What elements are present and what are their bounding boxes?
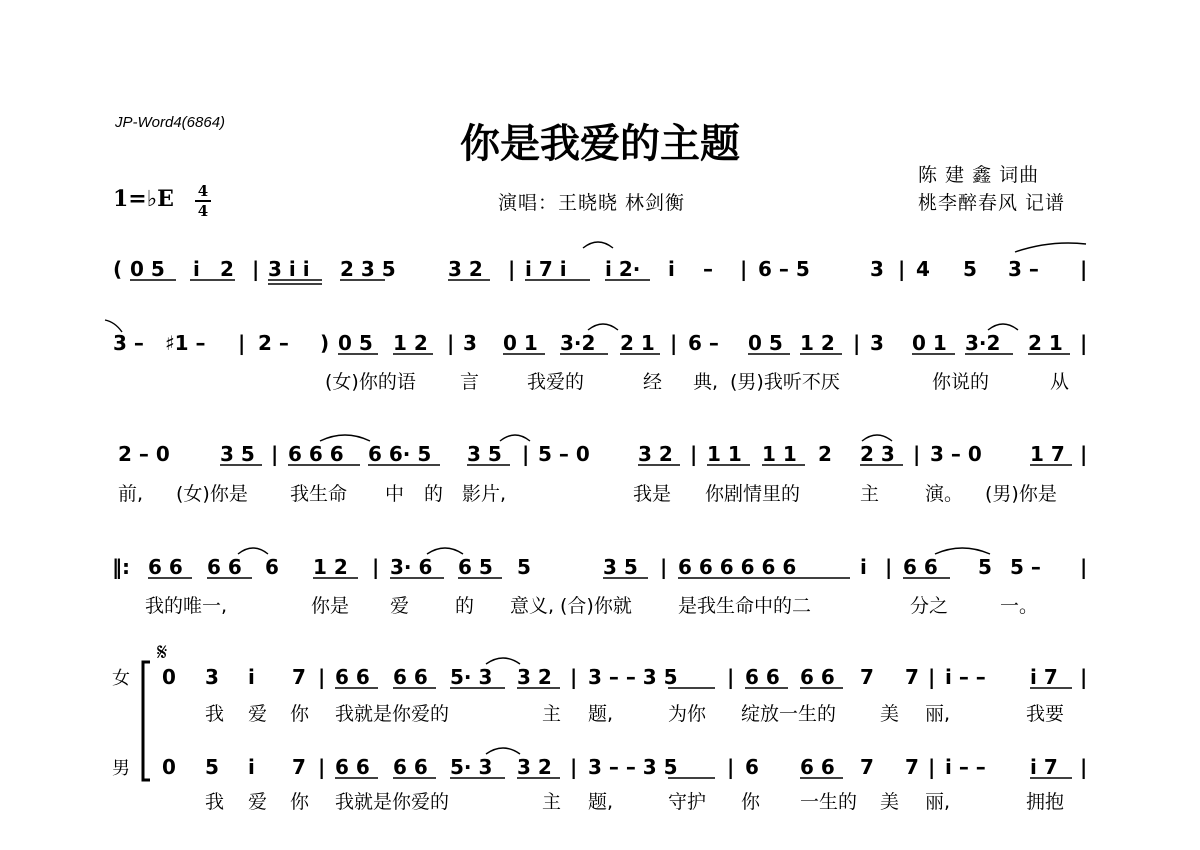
note-group: i	[860, 555, 867, 579]
lyric: 你剧情里的	[705, 483, 801, 505]
note-group: 3· 6	[390, 555, 433, 579]
note-group: 3 5	[603, 555, 638, 579]
lyric: 我就是你爱的	[335, 791, 450, 813]
note-group: 6 6	[393, 755, 428, 779]
row-1-notes	[113, 257, 1087, 281]
note-group: i – –	[945, 755, 986, 779]
note-group: i 7	[1030, 755, 1058, 779]
barline: |	[727, 755, 735, 779]
lyric: 为你	[668, 703, 707, 725]
row-3-lyrics	[118, 483, 1057, 505]
barline: |	[898, 257, 906, 281]
lyric: 题,	[588, 791, 614, 813]
note-group: 3 2	[638, 442, 673, 466]
note-group: 2 1	[620, 331, 655, 355]
row-2-notes	[113, 331, 1087, 355]
note-group: 6 6	[745, 665, 780, 689]
note-group: 6 –	[688, 331, 719, 355]
lyric: 我要	[1026, 703, 1065, 725]
lyric: 影片,	[462, 483, 507, 505]
barline: |	[1080, 755, 1088, 779]
lyric: 美	[880, 703, 900, 725]
row-6-notes	[162, 755, 1087, 779]
note-group: 0 1	[503, 331, 538, 355]
note-group: 5	[978, 555, 992, 579]
note-group: i	[668, 257, 675, 281]
barline: |	[1080, 665, 1088, 689]
row-6-lyrics	[205, 791, 1064, 813]
note-group: 3 5	[220, 442, 255, 466]
lyric: 守护	[668, 791, 707, 813]
barline: |	[1080, 442, 1088, 466]
note-group: 6 6 6	[288, 442, 344, 466]
note-group: 0	[162, 665, 176, 689]
note-group: 3 –	[1008, 257, 1039, 281]
note-group: ♯1 –	[165, 331, 206, 355]
note-group: 5· 3	[450, 755, 493, 779]
note-group: 1 2	[393, 331, 428, 355]
note-group: 6 6	[148, 555, 183, 579]
note-group: 1 1	[762, 442, 797, 466]
note-group: 2 1	[1028, 331, 1063, 355]
note-group: 3 2	[517, 755, 552, 779]
note-group: 5	[517, 555, 531, 579]
lyric: 你	[290, 703, 310, 725]
note-group: 6 6 6 6 6 6	[678, 555, 797, 579]
lyric: 题,	[588, 703, 614, 725]
barline: |	[1080, 331, 1088, 355]
note-group: 1 2	[313, 555, 348, 579]
lyric: (男)你是	[985, 483, 1057, 505]
note-group: 6 6	[903, 555, 938, 579]
lyric: 主	[542, 703, 562, 725]
lyric: 爱	[248, 791, 268, 813]
lyric: 美	[880, 791, 900, 813]
note-group: 3·2	[965, 331, 1001, 355]
lyric: 意义,	[510, 595, 555, 617]
note-group: i 7	[1030, 665, 1058, 689]
barline: |	[318, 755, 326, 779]
note-group: 5· 3	[450, 665, 493, 689]
row-2-lyrics	[325, 371, 1069, 393]
barline: |	[1080, 555, 1088, 579]
note-group: 1 1	[707, 442, 742, 466]
singers-credit: 演唱：王晓晓 林剑衡	[498, 192, 686, 214]
lyricist-composer-credit: 陈 建 鑫 词曲	[918, 164, 1040, 186]
barline: |	[913, 442, 921, 466]
lyric: 我是	[633, 483, 672, 505]
lyric: 一生的	[800, 791, 858, 813]
note-group: 6 6	[800, 755, 835, 779]
lyric: 你	[290, 791, 310, 813]
barline: |	[885, 555, 893, 579]
note-group: 7	[292, 665, 306, 689]
note-group: 3 – 0	[930, 442, 982, 466]
editor-credit: JP-Word4(6864)	[115, 114, 226, 131]
lyric: 我	[205, 791, 225, 813]
note-group: 2 – 0	[118, 442, 170, 466]
barline: |	[372, 555, 380, 579]
note-group: 6	[265, 555, 279, 579]
note-group: 0 5	[130, 257, 165, 281]
barline: |	[570, 665, 578, 689]
note-group: 0 1	[912, 331, 947, 355]
lyric: 我的唯一,	[145, 595, 228, 617]
barline: |	[522, 442, 530, 466]
barline: |	[271, 442, 279, 466]
note-group: 0 5	[748, 331, 783, 355]
row-5-lyrics	[205, 703, 1064, 725]
note-group: (	[113, 257, 123, 281]
barline: |	[447, 331, 455, 355]
note-group: 6 6	[800, 665, 835, 689]
repeat-sign: ‖:	[112, 555, 130, 579]
lyric: 分之	[910, 595, 949, 617]
lyric: 经	[643, 371, 663, 393]
lyric: 言	[460, 371, 480, 393]
note-group: 3	[205, 665, 219, 689]
note-group: 6	[745, 755, 759, 779]
female-part-label: 女	[112, 668, 130, 689]
note-group: 6 6	[335, 665, 370, 689]
note-group: 7	[905, 755, 919, 779]
note-group: 3 –	[113, 331, 144, 355]
note-group: –	[703, 257, 713, 281]
barline: |	[318, 665, 326, 689]
note-group: 6 6	[393, 665, 428, 689]
note-group: 1 7	[1030, 442, 1065, 466]
note-group: 2 3	[860, 442, 895, 466]
song-title: 你是我爱的主题	[460, 120, 740, 167]
row-5-notes	[162, 665, 1087, 689]
lyric: 爱	[390, 595, 410, 617]
part-bracket	[143, 662, 150, 780]
barline: |	[727, 665, 735, 689]
lyric: 我	[205, 703, 225, 725]
lyric: 你	[741, 791, 761, 813]
note-group: i 2·	[605, 257, 641, 281]
lyric: 主	[542, 791, 562, 813]
lyric: 是我生命中的二	[678, 595, 812, 617]
lyric: 丽,	[925, 791, 951, 813]
note-group: 0 5	[338, 331, 373, 355]
note-group: 7	[905, 665, 919, 689]
note-group: 5 –	[1010, 555, 1041, 579]
row-4-notes	[112, 555, 1087, 579]
note-group: 6 6· 5	[368, 442, 432, 466]
note-group: 4	[916, 257, 930, 281]
lyric: 典,	[693, 371, 719, 393]
segno-sign: 𝄋	[157, 638, 168, 666]
note-group: 5 – 0	[538, 442, 590, 466]
note-group: 2	[818, 442, 832, 466]
lyric: 绽放一生的	[741, 703, 837, 725]
note-group: 5	[205, 755, 219, 779]
lyric: 中	[385, 483, 405, 505]
time-signature-bottom: 4	[197, 202, 209, 220]
note-group: 2 –	[258, 331, 289, 355]
lyric: 你说的	[932, 371, 990, 393]
note-group: i – –	[945, 665, 986, 689]
lyric: 我生命	[290, 483, 348, 505]
lyric: (男)我听不厌	[730, 371, 840, 393]
barline: |	[853, 331, 861, 355]
time-signature-top: 4	[197, 182, 209, 200]
note-group: 1 2	[800, 331, 835, 355]
barline: |	[508, 257, 516, 281]
lyric: 主	[860, 483, 880, 505]
transcriber-credit: 桃李醉春风 记谱	[918, 192, 1066, 214]
lyric: (合)你就	[560, 595, 632, 617]
barline: |	[928, 665, 936, 689]
note-group: 7	[292, 755, 306, 779]
barline: |	[928, 755, 936, 779]
lyric: (女)你是	[176, 483, 248, 505]
lyric: 爱	[248, 703, 268, 725]
note-group: 6 6	[335, 755, 370, 779]
note-group: 0	[162, 755, 176, 779]
lyric: 拥抱	[1026, 791, 1065, 813]
note-group: 3 – – 3 5	[588, 755, 678, 779]
male-part-label: 男	[112, 758, 130, 779]
lyric: 我爱的	[527, 371, 585, 393]
row-3-notes	[118, 442, 1087, 466]
note-group: 3 2	[448, 257, 483, 281]
lyric: 你是	[311, 595, 350, 617]
barline: |	[740, 257, 748, 281]
barline: |	[570, 755, 578, 779]
note-group: 2 3 5	[340, 257, 396, 281]
key-signature: 1=♭E	[113, 186, 174, 212]
note-group: )	[320, 331, 330, 355]
barline: |	[690, 442, 698, 466]
lyric: 我就是你爱的	[335, 703, 450, 725]
lyric: 的	[455, 595, 475, 617]
note-group: 7	[860, 665, 874, 689]
note-group: i	[193, 257, 200, 281]
note-group: i	[248, 755, 255, 779]
note-group: 6 – 5	[758, 257, 810, 281]
note-group: 3 5	[467, 442, 502, 466]
note-group: i	[248, 665, 255, 689]
note-group: 2	[220, 257, 234, 281]
note-group: 6 6	[207, 555, 242, 579]
note-group: 3·2	[560, 331, 596, 355]
note-group: 3	[463, 331, 477, 355]
lyric: 从	[1050, 371, 1070, 393]
note-group: 7	[860, 755, 874, 779]
lyric: 的	[424, 483, 444, 505]
note-group: i 7 i	[525, 257, 567, 281]
note-group: 3 – – 3 5	[588, 665, 678, 689]
lyric: 前,	[118, 483, 144, 505]
note-group: 6 5	[458, 555, 493, 579]
barline: |	[660, 555, 668, 579]
barline: |	[670, 331, 678, 355]
barline: |	[252, 257, 260, 281]
lyric: 丽,	[925, 703, 951, 725]
barline: |	[1080, 257, 1088, 281]
lyric: (女)你的语	[325, 371, 416, 393]
row-4-lyrics	[145, 595, 1038, 617]
note-group: 5	[963, 257, 977, 281]
note-group: 3 2	[517, 665, 552, 689]
note-group: 3	[870, 257, 884, 281]
barline: |	[238, 331, 246, 355]
note-group: 3	[870, 331, 884, 355]
lyric: 一。	[1000, 595, 1039, 617]
lyric: 演。	[925, 483, 964, 505]
note-group: 3 i i	[268, 257, 310, 281]
